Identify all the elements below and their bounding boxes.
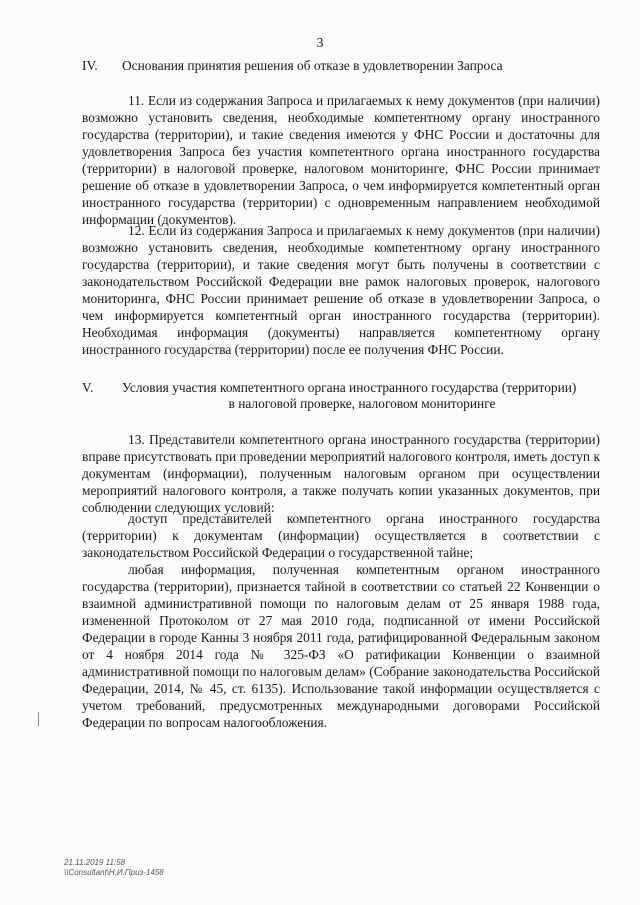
section-iv-number: IV.	[82, 58, 98, 73]
footer-file-reference: \\Consultant\Н.И.Приз-1458	[64, 868, 164, 877]
footer-timestamp: 21.11.2019 11:58	[64, 858, 126, 867]
paragraph-13-condition-2: любая информация, полученная компетентным органом иностранного государства (территории), признается тайной в соответствии со статьей 22 Конвенции о взаимной административной помощи по налоговым делам от 25 января 1988 года, измененной Протоколом от 27 мая 2010 года, подписанной от имени Российской Федерации в городе Канны 3 ноября 2011 года, ратифицированной Федеральным законом от 4 ноября 2014 года № 325-ФЗ «О ратификации Конвенции о взаимной административной помощи по налоговым делам» (Собрание законодательства Российской Федерации, 2014, № 45, ст. 6135). Использование такой информации осуществляется с учетом требований, предусмотренных международными договорами Российской Федерации по вопросам налогообложения.	[82, 562, 600, 730]
section-v-title-line1: Условия участия компетентного органа иностранного государства (территории)	[122, 380, 577, 395]
section-v-heading	[82, 380, 602, 412]
footer-stamp	[64, 858, 164, 878]
paragraph-13: 13. Представители компетентного органа иностранного государства (территории) вправе присутствовать при проведении мероприятий налогового контроля, иметь доступ к документам (информации), полученным налоговым органом при осуществлении мероприятий налогового контроля, а также получать копии указанных документов, при соблюдении следующих условий:	[82, 432, 600, 515]
section-iv-heading	[82, 58, 602, 74]
margin-mark	[38, 712, 45, 726]
paragraph-12: 12. Если из содержания Запроса и прилагаемых к нему документов (при наличии) возможно установить сведения, необходимые компетентному органу иностранного государства (территории), и такие сведения могут быть получены в соответствии с законодательством Российской Федерации вне рамок налоговых проверок, налогового мониторинга, ФНС России принимает решение об отказе в удовлетворении Запроса, о чем информируется компетентный орган иностранного государства (территории). Необходимая информация (документы) направляется компетентному органу иностранного государства (территории) после ее получения ФНС России.	[82, 223, 600, 357]
section-v-title-line2: в налоговой проверке, налоговом мониторинге	[228, 396, 496, 411]
paragraph-13-condition-1: доступ представителей компетентного органа иностранного государства (территории) к документам (информации) осуществляется в соответствии с законодательством Российской Федерации о государственной тайне;	[82, 511, 600, 560]
page-number: 3	[316, 36, 324, 51]
paragraph-11: 11. Если из содержания Запроса и прилагаемых к нему документов (при наличии) возможно установить сведения, необходимые компетентному органу иностранного государства (территории), и такие сведения имеются у ФНС России и достаточны для удовлетворения Запроса без участия компетентного органа иностранного государства (территории) в налоговой проверке, налоговом мониторинге, ФНС России принимает решение об отказе в удовлетворении Запроса, о чем информируется компетентный орган иностранного государства (территории) с одновременным направлением необходимой информации (документов).	[82, 93, 600, 227]
section-iv-title: Основания принятия решения об отказе в удовлетворении Запроса	[122, 58, 503, 73]
section-v-number: V.	[82, 380, 94, 395]
